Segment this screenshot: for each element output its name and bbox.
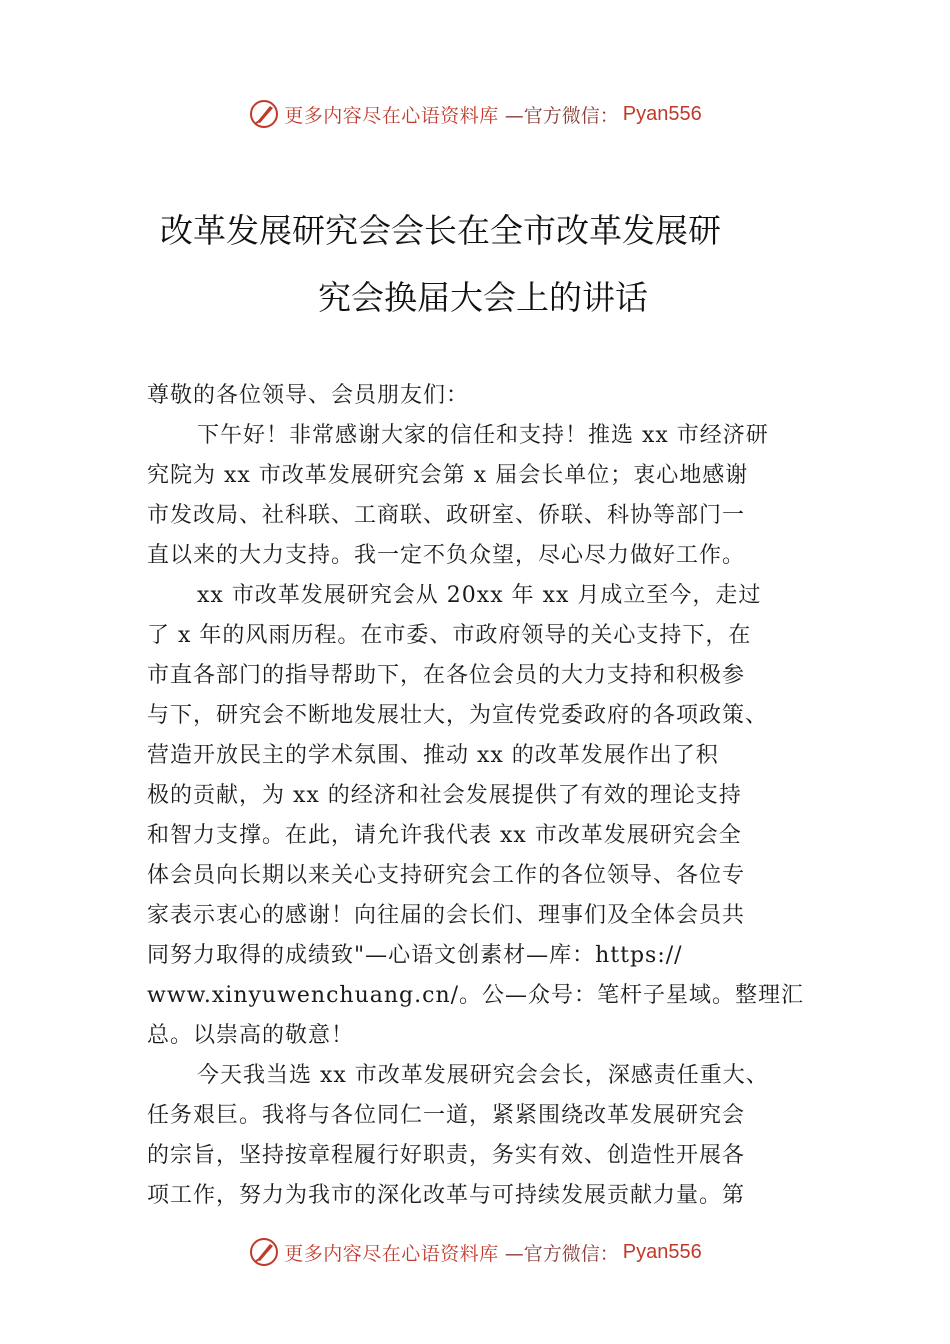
- paragraph-line: 的宗旨，坚持按章程履行好职责，务实有效、创造性开展各: [147, 1143, 746, 1168]
- paragraph-line: 总。以崇高的敬意！: [147, 1023, 355, 1048]
- paragraph-line: 体会员向长期以来关心支持研究会工作的各位领导、各位专: [147, 863, 746, 888]
- watermark-wechat-id: Pyan556: [622, 1240, 702, 1263]
- quill-logo-icon: [248, 98, 280, 130]
- paragraph-line: 和智力支撑。在此，请允许我代表 xx 市改革发展研究会全: [147, 823, 742, 848]
- paragraph-line: 今天我当选 xx 市改革发展研究会会长，深感责任重大、: [197, 1063, 769, 1088]
- paragraph-line: 直以来的大力支持。我一定不负众望，尽心尽力做好工作。: [147, 543, 746, 568]
- paragraph-line: 市直各部门的指导帮助下，在各位会员的大力支持和积极参: [147, 663, 746, 688]
- watermark-separator: —官方微信：: [504, 1242, 619, 1265]
- document-body: [147, 376, 822, 1216]
- paragraph-line: www.xinyuwenchuang.cn/。公—众号：笔杆子星域。整理汇: [147, 983, 805, 1008]
- paragraph-line: 了 x 年的风雨历程。在市委、市政府领导的关心支持下，在: [147, 623, 752, 648]
- paragraph-line: 极的贡献，为 xx 的经济和社会发展提供了有效的理论支持: [147, 783, 742, 808]
- quill-logo-icon: [248, 1236, 280, 1268]
- paragraph-line: 同努力取得的成绩致"—心语文创素材—库：https://: [147, 943, 683, 968]
- document-title-line-2: 究会换届大会上的讲话: [318, 278, 648, 317]
- watermark-separator: —官方微信：: [504, 104, 619, 127]
- footer-watermark: [0, 1232, 950, 1272]
- watermark-wechat-id: Pyan556: [622, 102, 702, 125]
- paragraph-line: 究院为 xx 市改革发展研究会第 x 届会长单位；衷心地感谢: [147, 463, 749, 488]
- salutation: 尊敬的各位领导、会员朋友们：: [147, 383, 470, 408]
- paragraph-line: xx 市改革发展研究会从 20xx 年 xx 月成立至今，走过: [197, 583, 762, 608]
- paragraph-line: 项工作，努力为我市的深化改革与可持续发展贡献力量。第: [147, 1183, 746, 1208]
- paragraph-line: 与下，研究会不断地发展壮大，为宣传党委政府的各项政策、: [147, 703, 769, 728]
- paragraph-line: 下午好！非常感谢大家的信任和支持！推选 xx 市经济研: [197, 423, 769, 448]
- paragraph-line: 营造开放民主的学术氛围、推动 xx 的改革发展作出了积: [147, 743, 719, 768]
- watermark-text: 更多内容尽在心语资料库: [284, 1242, 499, 1265]
- paragraph-line: 市发改局、社科联、工商联、政研室、侨联、科协等部门一: [147, 503, 746, 528]
- paragraph-line: 任务艰巨。我将与各位同仁一道，紧紧围绕改革发展研究会: [147, 1103, 746, 1128]
- watermark-text: 更多内容尽在心语资料库: [284, 104, 499, 127]
- document-title-line-1: 改革发展研究会会长在全市改革发展研: [160, 211, 721, 250]
- header-watermark: [0, 94, 950, 134]
- paragraph-line: 家表示衷心的感谢！向往届的会长们、理事们及全体会员共: [147, 903, 746, 928]
